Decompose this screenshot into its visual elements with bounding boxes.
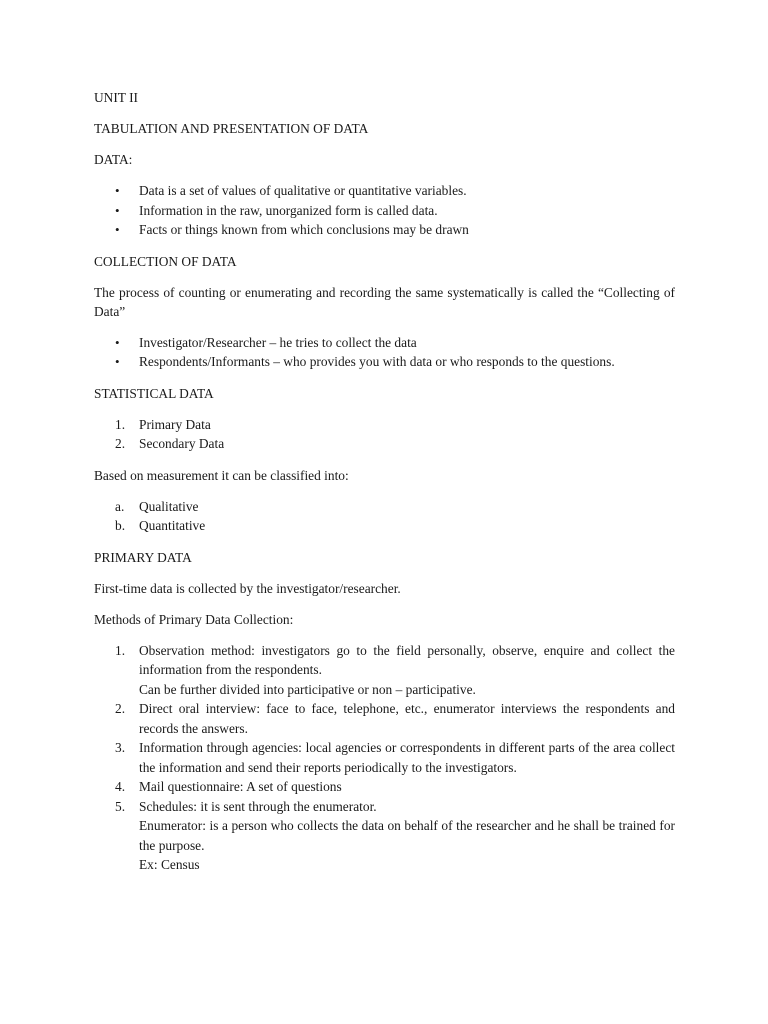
list-marker: 3. [115,740,126,755]
list-marker: 4. [115,779,126,794]
measurement-list [94,497,675,536]
primary-heading: PRIMARY DATA [94,549,192,565]
list-item-text: Direct oral interview: face to face, telephone, etc., enumerator interviews the respondents and records the answers. [139,701,675,736]
data-bullet-list [94,181,675,240]
list-item-text: Mail questionnaire: A set of questions [139,779,342,794]
list-item: • Information in the raw, unorganized form is called data. [94,201,675,221]
list-item-text: Observation method: investigators go to the field personally, observe, enquire and collect the information from the respondents. [139,642,675,677]
list-item-text: Quantitative [139,518,206,533]
list-marker: b. [115,518,126,533]
methods-list [94,641,675,875]
collection-bullet-list [94,333,675,372]
list-item [94,797,675,875]
data-heading: DATA: [94,152,133,167]
list-item [94,497,675,517]
measurement-paragraph: Based on measurement it can be classified into: [94,467,349,483]
list-item-text: Qualitative [139,498,199,514]
list-marker: 1. [115,416,126,432]
list-item [94,415,675,435]
list-marker: a. [115,498,125,514]
list-item-subtext: Can be further divided into participative or non – participative. [139,681,476,697]
list-item [94,738,675,777]
section-title: TABULATION AND PRESENTATION OF DATA [94,121,369,136]
list-item [94,641,675,700]
list-item-text: Schedules: it is sent through the enumerator. [139,798,377,814]
list-item-subtext: Ex: Census [139,857,200,872]
document-page [94,88,675,887]
collection-heading: COLLECTION OF DATA [94,253,237,269]
list-item [94,434,675,454]
list-item [94,777,675,797]
list-marker: 5. [115,798,126,814]
list-marker: 1. [115,642,126,658]
unit-title: UNIT II [94,90,139,105]
list-item: • Respondents/Informants – who provides you with data or who responds to the questions. [94,352,675,372]
collection-paragraph: The process of counting or enumerating and recording the same systematically is called the “Collecting of Data” [94,284,675,319]
list-item [94,516,675,536]
statistical-heading: STATISTICAL DATA [94,385,214,401]
list-item-text: Secondary Data [139,436,225,451]
list-marker: 2. [115,436,126,451]
list-item: • Data is a set of values of qualitative or quantitative variables. [94,181,675,201]
list-item: • Facts or things known from which conclusions may be drawn [94,220,675,240]
list-item-text: Primary Data [139,416,211,432]
primary-paragraph: First-time data is collected by the investigator/researcher. [94,580,401,596]
list-item-subtext: Enumerator: is a person who collects the data on behalf of the researcher and he shall be trained for the purpose. [139,818,675,853]
statistical-list [94,415,675,454]
methods-paragraph: Methods of Primary Data Collection: [94,611,294,627]
list-marker: 2. [115,701,126,716]
list-item-text: Information through agencies: local agencies or correspondents in different parts of the area collect the information and send their reports periodically to the investigators. [139,740,675,775]
list-item: • Investigator/Researcher – he tries to collect the data [94,333,675,353]
list-item [94,699,675,738]
